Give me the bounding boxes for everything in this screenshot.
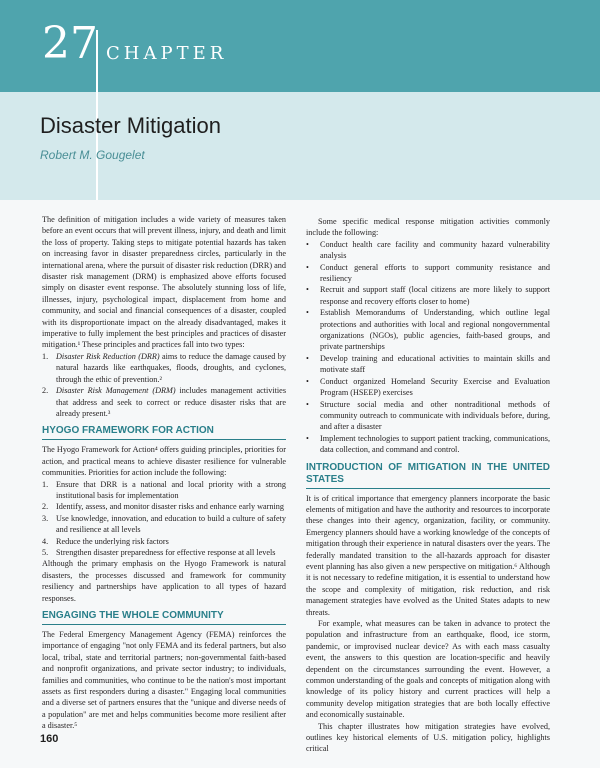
title-band xyxy=(0,92,600,200)
chapter-label: CHAPTER xyxy=(106,43,228,64)
section-heading-hyogo: HYOGO FRAMEWORK FOR ACTION xyxy=(42,425,286,440)
list-text: aims to reduce the damage caused by natural hazards like earthquakes, floods, droughts, and cyclones, through the ethic of prevention.² xyxy=(56,351,286,384)
page-number: 160 xyxy=(40,733,59,745)
hyogo-priorities-list xyxy=(42,479,286,559)
chapter-author: Robert M. Gougelet xyxy=(40,148,145,162)
list-item xyxy=(306,433,550,456)
bullet-icon: • xyxy=(306,353,309,363)
list-item xyxy=(306,284,550,307)
list-item xyxy=(42,547,286,558)
list-text: Ensure that DRR is a national and local priority with a strong institutional basis for implementation xyxy=(56,479,286,500)
list-text: Conduct general efforts to support community resistance and resiliency xyxy=(320,262,550,284)
list-text: Use knowledge, innovation, and education to build a culture of safety and resilience at all levels xyxy=(56,513,286,535)
section-heading-us-mitigation: INTRODUCTION OF MITIGATION IN THE UNITED STATES xyxy=(306,462,550,489)
us-paragraph-2: For example, what measures can be taken in advance to protect the population and infrastructure from an earthquake, flood, ice storm, pandemic, or improvised nuclear device? As with each mass casualty event, the answers to this question are location-specific and heavily dependent on the circumstances surrounding the event. However, a common understanding of the goals and concepts of mitigation along with knowledge of its policy history and current practices will help a community develop mitigation strategies that are both locally effective and economically sustainable. xyxy=(306,619,550,720)
list-item xyxy=(306,262,550,285)
list-item xyxy=(306,399,550,433)
list-item xyxy=(42,385,286,419)
list-number: 3. xyxy=(42,513,49,523)
bullet-icon: • xyxy=(306,262,309,272)
us-paragraph-3: This chapter illustrates how mitigation strategies have evolved, outlines key historical elements of U.S. mitigation policy, highlights critical xyxy=(306,721,550,754)
section-heading-community: ENGAGING THE WHOLE COMMUNITY xyxy=(42,610,286,625)
bullet-icon: • xyxy=(306,399,309,409)
list-item xyxy=(42,479,286,502)
list-text: Structure social media and other nontraditional methods of community outreach to communicate with individuals before, during, and after a disaster xyxy=(320,399,550,432)
chapter-title: Disaster Mitigation xyxy=(40,113,221,138)
list-text: Establish Memorandums of Understanding, which outline legal protections and authorities with local and regional nongovernmental organizations (NGOs), public agencies, faith-based groups, and private partnerships xyxy=(320,308,550,352)
list-item xyxy=(42,536,286,547)
list-text: Implement technologies to support patient tracking, communications, data collection, and command and control. xyxy=(320,433,550,455)
list-term: Disaster Risk Reduction (DRR) xyxy=(56,351,160,361)
risk-types-list xyxy=(42,351,286,419)
chapter-number: 27 xyxy=(42,18,98,69)
list-text: includes management activities that address and seek to correct or reduce disaster risks that are already present.³ xyxy=(56,386,287,418)
left-column xyxy=(42,214,286,732)
list-item xyxy=(306,307,550,353)
list-item xyxy=(42,501,286,512)
list-number: 2. xyxy=(42,386,49,396)
list-text: Recruit and support staff (local citizens are more likely to support response and recovery efforts closer to home) xyxy=(320,285,550,306)
intro-paragraph: The definition of mitigation includes a wide variety of measures taken before an event occurs that will prevent illness, injury, and death and limit the loss of property. Taking steps to mitigate potential hazards has taken on increasing favor in disaster preparedness circles, particularly in the international arena, where the pursuit of disaster risk reduction (DRR) and disaster risk management (DRM) is emphasized above efforts focused simply on disaster event response. The absolutely stunning loss of life, illnesses, injury, psychological impact, displacement from home and community, and social and financial consequences of a disaster, coupled with its disproportionate impact on the already disadvantaged, makes it imperative to fully implement the best principles and practices of disaster mitigation.¹ These principles and practices fall into two types: xyxy=(42,215,286,350)
list-number: 2. xyxy=(42,502,49,512)
list-item xyxy=(306,376,550,399)
community-paragraph: The Federal Emergency Management Agency (FEMA) reinforces the importance of engaging "not only FEMA and its federal partners, but also local, tribal, state and territorial partners; non-governmental faith-based and nonprofit organizations, and private sector industry; to individuals, families and communities, who continue to be the nation's most important assets as first responders during a disaster." Engaging local communities and a diverse set of partners ensures that the "unique and diverse needs of a population" are met and helps communities become more resilient after a disaster.⁵ xyxy=(42,630,286,731)
us-paragraph-1: It is of critical importance that emergency planners incorporate the basic elements of mitigation and have the authority and resources to incorporate these changes into their agency, organization, facility, or community. Emergency planners should have a working knowledge of the concepts of mitigation through their experience in natural disasters over the years. The federally mandated transition to the all-hazards approach for disaster event planning has also given a new perspective on mitigation.⁶ Although it is not necessary to redefine mitigation, it is essential to understand how the scope and complexity of mitigation, risk reduction, and risk management strategies have evolved as the United States adapts to new threats. xyxy=(306,493,550,617)
bullet-icon: • xyxy=(306,239,309,249)
list-item xyxy=(306,239,550,262)
hyogo-outro-paragraph: Although the primary emphasis on the Hyogo Framework is natural disasters, the processes discussed and framework for community resiliency and partnerships have application to all types of hazard responses. xyxy=(42,559,286,603)
list-number: 5. xyxy=(42,547,49,557)
list-item xyxy=(42,513,286,536)
list-item xyxy=(306,353,550,376)
list-text: Conduct health care facility and community hazard vulnerability analysis xyxy=(320,239,550,261)
bullet-icon: • xyxy=(306,308,309,318)
bullet-icon: • xyxy=(306,376,309,386)
list-text: Reduce the underlying risk factors xyxy=(56,536,169,546)
list-text: Identify, assess, and monitor disaster risks and enhance early warning xyxy=(56,502,284,512)
bullet-icon: • xyxy=(306,433,309,443)
list-term: Disaster Risk Management (DRM) xyxy=(56,386,176,396)
list-number: 1. xyxy=(42,351,49,361)
title-divider-line xyxy=(96,92,98,200)
list-text: Develop training and educational activities to maintain skills and motivate staff xyxy=(320,353,550,375)
activities-list xyxy=(306,239,550,456)
list-number: 1. xyxy=(42,479,49,489)
activities-intro-paragraph: Some specific medical response mitigation activities commonly include the following: xyxy=(306,217,550,238)
list-number: 4. xyxy=(42,536,49,546)
hyogo-intro-paragraph: The Hyogo Framework for Action⁴ offers guiding principles, priorities for action, and practical means to achieve disaster resilience for vulnerable communities. Priorities for action include the following: xyxy=(42,445,286,478)
right-column xyxy=(306,216,550,755)
bullet-icon: • xyxy=(306,285,309,295)
list-text: Conduct organized Homeland Security Exercise and Evaluation Program (HSEEP) exercises xyxy=(320,376,550,398)
list-text: Strengthen disaster preparedness for effective response at all levels xyxy=(56,547,276,557)
list-item xyxy=(42,351,286,385)
